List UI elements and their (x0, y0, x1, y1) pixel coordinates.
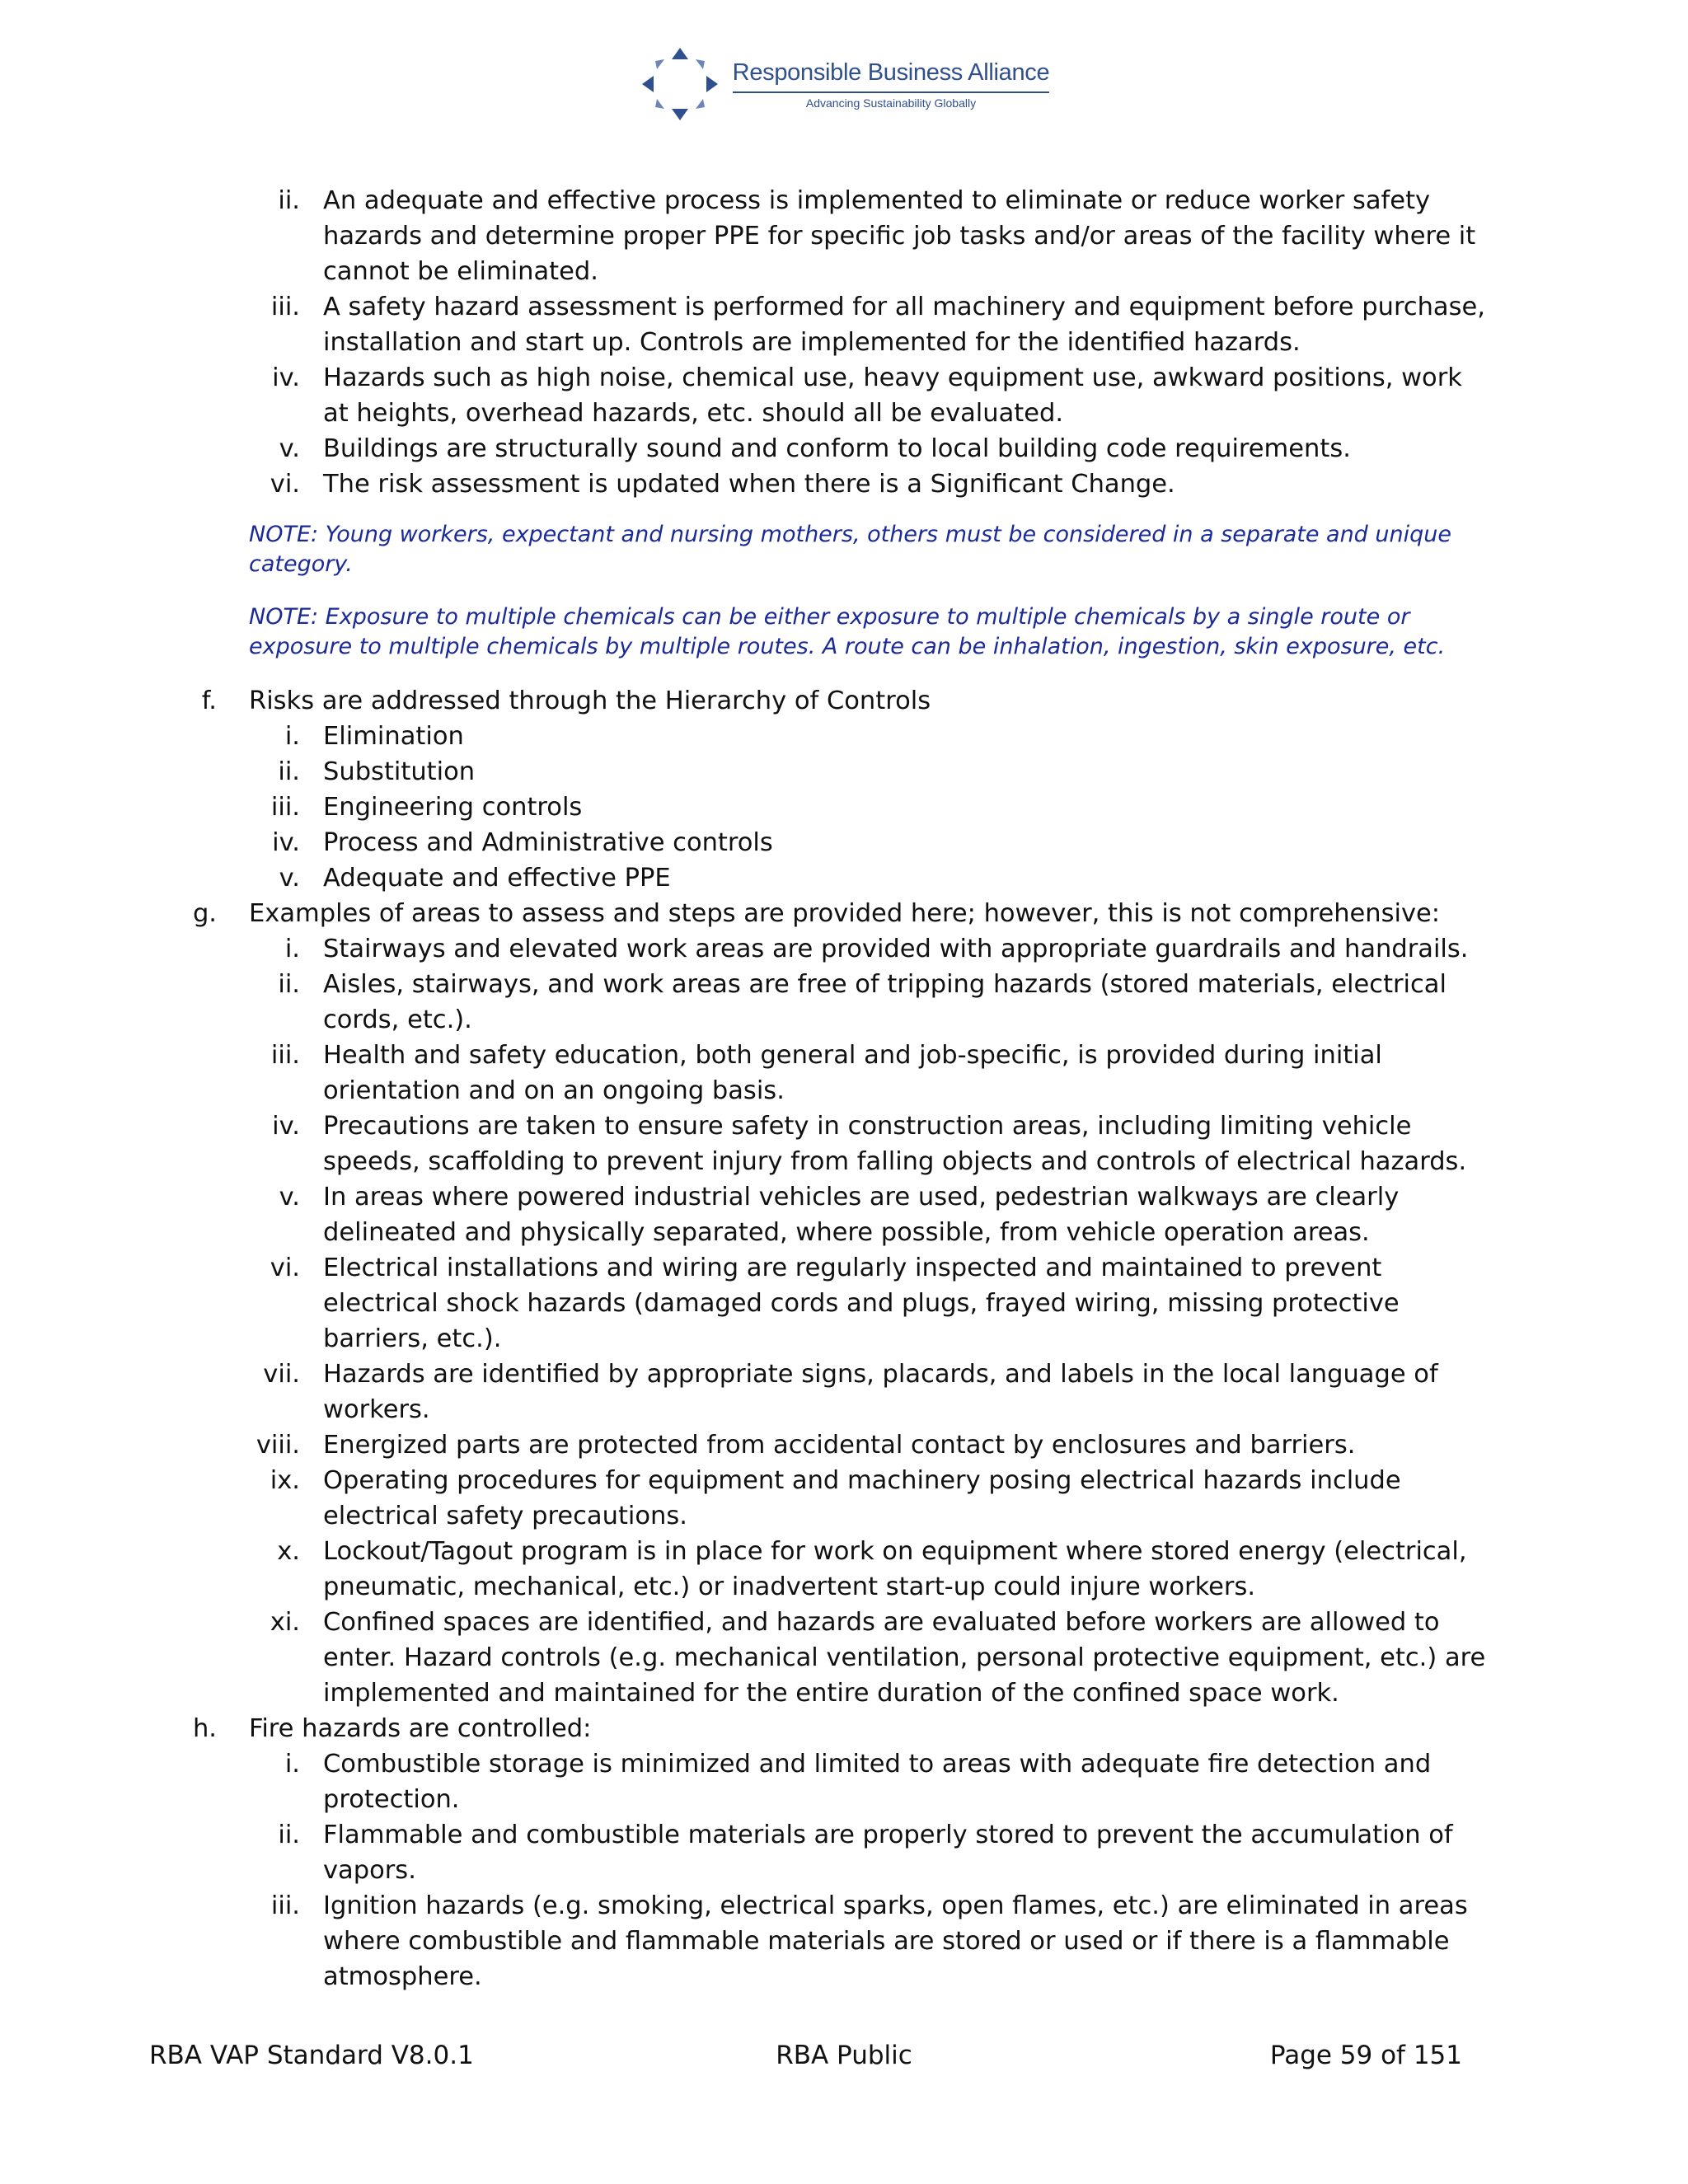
list-item-text: Health and safety education, both general and job-specific, is provided during initial orientation and on an ongoing basis. (323, 1041, 1382, 1105)
list-item-text: Substitution (323, 757, 476, 786)
list-marker: viii. (256, 1431, 300, 1460)
list-marker: vi. (270, 1254, 300, 1282)
list-item-level2 (0, 825, 1493, 860)
list-marker: f. (201, 687, 217, 715)
list-item-text: Examples of areas to assess and steps are provided here; however, this is not comprehensive: (249, 899, 1441, 928)
list-marker: v. (279, 1183, 300, 1212)
list-item-text: Flammable and combustible materials are properly stored to prevent the accumulation of vapors. (323, 1821, 1453, 1885)
list-item-text: Engineering controls (323, 793, 583, 822)
list-marker: iv. (272, 828, 300, 857)
list-marker: i. (284, 1750, 300, 1779)
footer-classification: RBA Public (776, 2041, 912, 2070)
list-item-text: Lockout/Tagout program is in place for work on equipment where stored energy (electrical, pneumatic, mechanical, etc.) or inadvertent start-up could injure workers. (323, 1537, 1467, 1601)
list-item-level2 (0, 360, 1493, 431)
list-marker: x. (277, 1537, 300, 1566)
list-marker: ii. (278, 970, 300, 999)
logo-tagline: Advancing Sustainability Globally (805, 96, 977, 110)
list-item-level2 (0, 1179, 1493, 1250)
list-item-level2 (0, 183, 1493, 289)
footer-page-number: Page 59 of 151 (1269, 2041, 1462, 2070)
list-item-level2 (0, 1605, 1493, 1711)
list-item-level2 (0, 1534, 1493, 1605)
list-marker: iii. (270, 1041, 300, 1070)
list-marker: ix. (270, 1466, 300, 1495)
list-marker: iv. (272, 363, 300, 392)
list-marker: iii. (270, 793, 300, 822)
list-marker: vi. (270, 470, 300, 499)
list-item-text: Confined spaces are identified, and hazards are evaluated before workers are allowed to enter. Hazard controls (e.g. mechanical ventilation, personal protective equipment, etc.) are implemented and maintained for the entire duration of the confined space work. (323, 1608, 1486, 1708)
list-item-level2 (0, 431, 1493, 466)
list-item-level1 (0, 896, 1493, 931)
list-item-level2 (0, 719, 1493, 754)
list-item-text: Fire hazards are controlled: (249, 1714, 592, 1743)
footer-doc-title: RBA VAP Standard V8.0.1 (149, 2041, 474, 2070)
list-marker: i. (284, 935, 300, 963)
list-item-level2 (0, 466, 1493, 502)
list-item-text: Risks are addressed through the Hierarchy of Controls (249, 687, 931, 715)
list-item-text: Combustible storage is minimized and limited to areas with adequate fire detection and protection. (323, 1750, 1432, 1814)
list-item-text: A safety hazard assessment is performed for all machinery and equipment before purchase, installation and start up. Controls are implemented for the identified hazards. (323, 293, 1485, 357)
list-marker: ii. (278, 186, 300, 215)
list-marker: iv. (272, 1112, 300, 1141)
list-marker: ii. (278, 1821, 300, 1849)
list-marker: iii. (270, 1891, 300, 1920)
list-marker: iii. (270, 293, 300, 321)
list-item-text: Elimination (323, 722, 464, 751)
list-item-level2 (0, 1038, 1493, 1108)
document-body (0, 183, 1688, 1994)
list-item-text: Adequate and effective PPE (323, 864, 671, 893)
list-marker: i. (284, 722, 300, 751)
list-marker: g. (192, 899, 217, 928)
list-marker: xi. (270, 1608, 300, 1637)
list-item-text: Ignition hazards (e.g. smoking, electrical sparks, open flames, etc.) are eliminated in areas where combustible and flammable materials are stored or used or if there is a flammable atmosphere. (323, 1891, 1468, 1991)
list-item-level2 (0, 1888, 1493, 1994)
list-item-level2 (0, 1357, 1493, 1427)
list-item-level2 (0, 1817, 1493, 1888)
list-item-level2 (0, 931, 1493, 967)
list-marker: vii. (263, 1360, 300, 1389)
list-item-level2 (0, 860, 1493, 896)
list-item-text: An adequate and effective process is implemented to eliminate or reduce worker safety hazards and determine proper PPE for specific job tasks and/or areas of the facility where it cannot be eliminated. (323, 186, 1476, 286)
page-header (0, 46, 1688, 122)
list-marker: v. (279, 864, 300, 893)
list-item-text: In areas where powered industrial vehicles are used, pedestrian walkways are clearly delineated and physically separated, where possible, from vehicle operation areas. (323, 1183, 1400, 1247)
list-item-text: Buildings are structurally sound and conform to local building code requirements. (323, 434, 1351, 463)
rba-compass-icon (639, 46, 721, 122)
list-item-text: Hazards are identified by appropriate signs, placards, and labels in the local language of workers. (323, 1360, 1438, 1424)
rba-logo (639, 46, 1050, 122)
list-marker: v. (279, 434, 300, 463)
list-item-level2 (0, 790, 1493, 825)
logo-name: Responsible Business Alliance (733, 59, 1050, 93)
list-item-text: Energized parts are protected from accidental contact by enclosures and barriers. (323, 1431, 1356, 1460)
list-item-level2 (0, 1250, 1493, 1357)
list-item-text: The risk assessment is updated when there is a Significant Change. (323, 470, 1175, 499)
list-item-text: Hazards such as high noise, chemical use, heavy equipment use, awkward positions, work at heights, overhead hazards, etc. should all be evaluated. (323, 363, 1462, 428)
list-marker: h. (192, 1714, 217, 1743)
list-item-level2 (0, 1108, 1493, 1179)
list-item-text: Precautions are taken to ensure safety in construction areas, including limiting vehicle speeds, scaffolding to prevent injury from falling objects and controls of electrical hazards. (323, 1112, 1467, 1176)
list-item-level1 (0, 683, 1493, 719)
list-item-level1 (0, 1711, 1493, 1746)
note-paragraph: NOTE: Exposure to multiple chemicals can be either exposure to multiple chemicals by a single route or exposure to multiple chemicals by multiple routes. A route can be inhalation, ingestion, skin exposure, etc. (249, 604, 1446, 659)
list-item-text: Electrical installations and wiring are regularly inspected and maintained to prevent electrical shock hazards (damaged cords and plugs, frayed wiring, missing protective barriers, etc.). (323, 1254, 1400, 1353)
list-item-text: Aisles, stairways, and work areas are free of tripping hazards (stored materials, electrical cords, etc.). (323, 970, 1447, 1034)
list-item-level2 (0, 1463, 1493, 1534)
list-item-text: Operating procedures for equipment and machinery posing electrical hazards include electrical safety precautions. (323, 1466, 1401, 1530)
page-footer (0, 2041, 1688, 2074)
list-item-level2 (0, 1746, 1493, 1817)
list-item-level2 (0, 967, 1493, 1038)
list-item-level2 (0, 754, 1493, 790)
list-item-level2 (0, 1427, 1493, 1463)
list-marker: ii. (278, 757, 300, 786)
list-item-text: Process and Administrative controls (323, 828, 773, 857)
list-item-level2 (0, 289, 1493, 360)
list-item-text: Stairways and elevated work areas are provided with appropriate guardrails and handrails. (323, 935, 1469, 963)
note-paragraph: NOTE: Young workers, expectant and nursing mothers, others must be considered in a separate and unique category. (249, 522, 1451, 577)
